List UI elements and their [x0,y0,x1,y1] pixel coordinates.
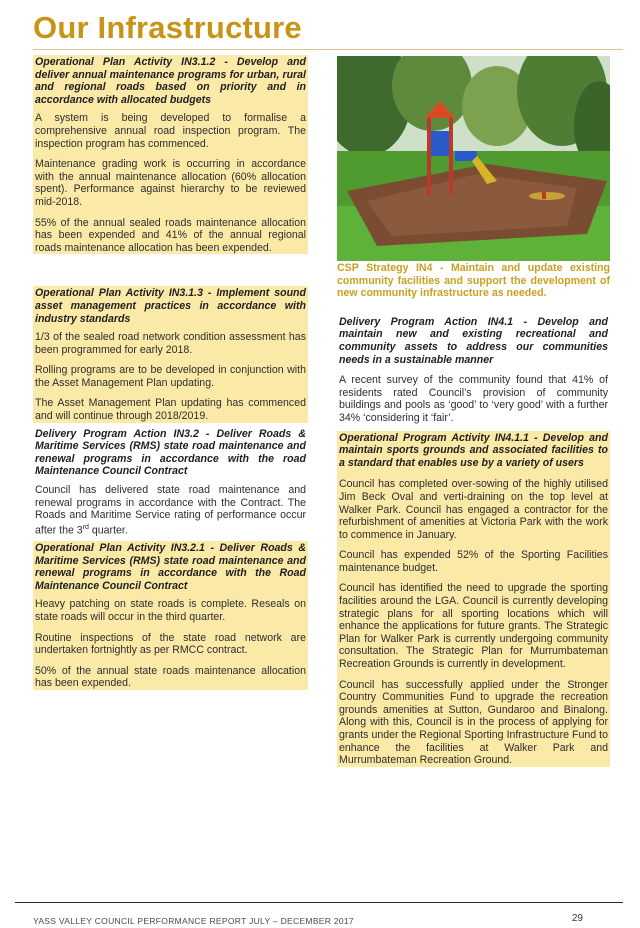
paragraph-text: Council has delivered state road maintenance and renewal programs in accordance with the Contract. The Roads and Maritime Service rating of performance occur after the 3 [35,484,306,537]
paragraph: Rolling programs are to be developed in conjunction with the Asset Management Plan updating. [35,364,306,389]
activity-heading: Operational Plan Activity IN3.2.1 - Deliver Roads & Maritime Services (RMS) state road maintenance and renewal programs in accordance with the Road Maintenance Council Contract [35,541,306,592]
activity-in3-2-1 [33,541,308,690]
paragraph: Council has identified the need to upgrade the sporting facilities around the LGA. Council is currently developing strategic plans for all sporting locations which will enhance the applications for future grants. The Strategic Plan for Walker Park is currently undergoing community consultation. The Strategic Plan for Murrumbateman Recreation Grounds is currently in development. [339,582,608,671]
paragraph: A recent survey of the community found that 41% of residents rated Council’s provision of community buildings and pools as ‘good’ to ‘very good’ with a further 34% ‘considering it ‘fair’. [339,374,608,424]
activity-heading: Operational Plan Activity IN3.1.3 - Implement sound asset management practices in accordance with industry standards [35,287,306,325]
right-column [337,262,610,769]
superscript: rd [82,523,89,531]
paragraph: The Asset Management Plan updating has commenced and will continue through 2018/2019. [35,397,306,423]
paragraph-text: quarter. [88,524,128,537]
paragraph: 1/3 of the sealed road network condition assessment has been programmed for early 2018. [35,331,306,356]
paragraph: Council has successfully applied under the Stronger Country Communities Fund to upgrade the recreation grounds amenities at Sutton, Gundaroo and Binalong. Along with this, Council is in the process of applying for grants under the Regional Sporting Infrastructure Fund to enhance the facilities at Walker Park and Murrumbateman Recreation Ground. [339,678,608,767]
paragraph: 50% of the annual state roads maintenance allocation has been expended. [35,664,306,690]
activity-in3-1-2 [33,55,308,254]
action-heading: Delivery Program Action IN3.2 - Deliver Roads & Maritime Services (RMS) state road maintenance and renewal programs in accordance with the road Maintenance Council Contract [35,427,306,478]
page-title: Our Infrastructure [33,10,302,45]
paragraph: Council has completed over-sowing of the highly utilised Jim Beck Oval and verti-draining on the top level at Walker Park. Council has engaged a contractor for the refurbishment of amenities at Victoria Park with the work to commence in January. [339,478,608,541]
paragraph: Routine inspections of the state road network are undertaken fortnightly as per RMCC contract. [35,631,306,657]
action-in4-1 [337,315,610,425]
activity-heading: Operational Program Activity IN4.1.1 - Develop and maintain sports grounds and associated facilities to a standard that enables use by a variety of users [339,431,608,469]
activity-in4-1-1 [337,431,610,767]
title-divider [33,49,623,50]
paragraph [35,484,306,537]
paragraph: Council has expended 52% of the Sporting Facilities maintenance budget. [339,549,608,574]
playground-photo [337,56,610,261]
activity-in3-1-3 [33,286,308,422]
paragraph: A system is being developed to formalise a comprehensive annual road inspection program. The inspection program has commenced. [35,112,306,150]
footer-text: YASS VALLEY COUNCIL PERFORMANCE REPORT JULY – DECEMBER 2017 [33,916,354,926]
footer-divider [15,902,623,903]
paragraph: 55% of the annual sealed roads maintenance allocation has been expended and 41% of the annual regional roads maintenance allocation has been expended. [35,216,306,254]
activity-heading: Operational Plan Activity IN3.1.2 - Develop and deliver annual maintenance programs for urban, rural and regional roads based on priority and in accordance with allocated budgets [35,56,306,106]
strategy-heading: CSP Strategy IN4 - Maintain and update existing community facilities and support the development of new community infrastructure as needed. [337,262,610,300]
page-number: 29 [571,913,583,924]
left-column [33,55,308,694]
action-heading: Delivery Program Action IN4.1 - Develop and maintain new and existing recreational and community assets to address our communities needs in a sustainable manner [339,315,608,366]
action-in3-2 [33,427,308,537]
paragraph: Heavy patching on state roads is complete. Reseals on state roads will occur in the third quarter. [35,598,306,623]
paragraph: Maintenance grading work is occurring in accordance with the annual maintenance allocation (60% allocation spent). Performance against hierarchy to be reviewed mid-2018. [35,158,306,208]
